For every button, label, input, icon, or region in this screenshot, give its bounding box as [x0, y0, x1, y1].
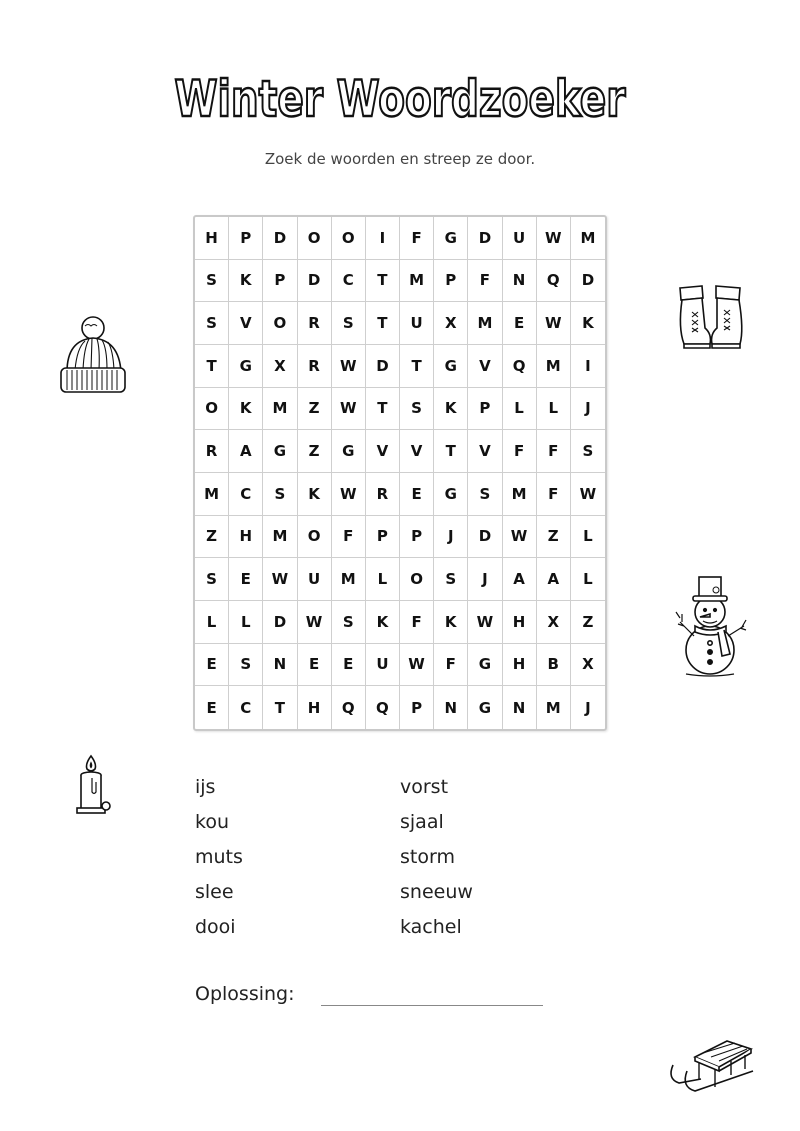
grid-cell[interactable]: H [298, 686, 332, 729]
grid-cell[interactable]: C [229, 473, 263, 516]
grid-cell[interactable]: N [263, 644, 297, 687]
word-item: ijs [195, 776, 216, 798]
grid-cell[interactable]: J [434, 516, 468, 559]
grid-cell[interactable]: G [434, 217, 468, 260]
grid-cell[interactable]: T [366, 388, 400, 431]
grid-cell[interactable]: W [400, 644, 434, 687]
grid-cell[interactable]: M [332, 558, 366, 601]
grid-cell[interactable]: E [229, 558, 263, 601]
grid-cell[interactable]: X [263, 345, 297, 388]
grid-cell[interactable]: P [468, 388, 502, 431]
grid-cell[interactable]: O [298, 217, 332, 260]
word-item: sjaal [400, 811, 444, 833]
instructions: Zoek de woorden en streep ze door. [264, 150, 536, 168]
grid-cell[interactable]: X [571, 644, 605, 687]
grid-cell[interactable]: T [366, 260, 400, 303]
word-item: dooi [195, 916, 236, 938]
grid-cell[interactable]: L [195, 601, 229, 644]
word-item: vorst [400, 776, 449, 798]
grid-cell[interactable]: Q [537, 260, 571, 303]
grid-cell[interactable]: N [503, 260, 537, 303]
grid-cell[interactable]: L [503, 388, 537, 431]
grid-cell[interactable]: S [571, 430, 605, 473]
grid-cell[interactable]: W [332, 345, 366, 388]
grid-cell[interactable]: E [332, 644, 366, 687]
grid-cell[interactable]: S [468, 473, 502, 516]
grid-cell[interactable]: H [195, 217, 229, 260]
grid-cell[interactable]: M [195, 473, 229, 516]
grid-cell[interactable]: E [195, 686, 229, 729]
grid-cell[interactable]: F [537, 430, 571, 473]
grid-cell[interactable]: W [332, 388, 366, 431]
beanie-hat-icon [55, 310, 130, 400]
grid-cell[interactable]: Q [332, 686, 366, 729]
grid-cell[interactable]: M [503, 473, 537, 516]
grid-cell[interactable]: F [332, 516, 366, 559]
grid-cell[interactable]: P [400, 686, 434, 729]
grid-cell[interactable]: Z [537, 516, 571, 559]
grid-cell[interactable]: F [434, 644, 468, 687]
solution-row [195, 983, 555, 1013]
word-item: storm [400, 846, 455, 868]
grid-cell[interactable]: S [400, 388, 434, 431]
grid-cell[interactable]: Z [298, 430, 332, 473]
grid-cell[interactable]: U [298, 558, 332, 601]
grid-cell[interactable]: X [537, 601, 571, 644]
grid-cell[interactable]: S [332, 302, 366, 345]
grid-cell[interactable]: I [366, 217, 400, 260]
grid-cell[interactable]: T [434, 430, 468, 473]
grid-cell[interactable]: P [229, 217, 263, 260]
grid-cell[interactable]: M [263, 388, 297, 431]
grid-cell[interactable]: S [195, 302, 229, 345]
grid-cell[interactable]: H [229, 516, 263, 559]
grid-cell[interactable]: L [571, 558, 605, 601]
grid-cell[interactable]: F [537, 473, 571, 516]
grid-cell[interactable]: K [366, 601, 400, 644]
grid-cell[interactable]: F [400, 217, 434, 260]
grid-cell[interactable]: O [298, 516, 332, 559]
grid-cell[interactable]: M [400, 260, 434, 303]
grid-cell[interactable]: T [195, 345, 229, 388]
grid-cell[interactable]: F [503, 430, 537, 473]
grid-cell[interactable]: R [366, 473, 400, 516]
grid-cell[interactable]: S [332, 601, 366, 644]
grid-cell[interactable]: O [195, 388, 229, 431]
grid-cell[interactable]: V [468, 345, 502, 388]
word-item: sneeuw [400, 881, 473, 903]
grid-cell[interactable]: H [503, 601, 537, 644]
grid-cell[interactable]: O [400, 558, 434, 601]
grid-cell[interactable]: S [229, 644, 263, 687]
grid-cell[interactable]: Q [366, 686, 400, 729]
grid-cell[interactable]: U [503, 217, 537, 260]
grid-cell[interactable]: D [468, 217, 502, 260]
grid-cell[interactable]: G [263, 430, 297, 473]
grid-cell[interactable]: K [229, 260, 263, 303]
grid-cell[interactable]: W [298, 601, 332, 644]
grid-cell[interactable]: M [468, 302, 502, 345]
grid-cell[interactable]: T [366, 302, 400, 345]
grid-cell[interactable]: D [468, 516, 502, 559]
word-search-grid [193, 215, 607, 731]
grid-cell[interactable]: R [195, 430, 229, 473]
grid-cell[interactable]: D [571, 260, 605, 303]
grid-cell[interactable]: G [434, 345, 468, 388]
grid-cell[interactable]: X [434, 302, 468, 345]
grid-cell[interactable]: W [263, 558, 297, 601]
grid-cell[interactable]: V [229, 302, 263, 345]
grid-cell[interactable]: J [571, 388, 605, 431]
grid-cell[interactable]: W [503, 516, 537, 559]
grid-cell[interactable]: T [400, 345, 434, 388]
grid-cell[interactable]: O [263, 302, 297, 345]
solution-label: Oplossing: [195, 983, 295, 1005]
grid-cell[interactable]: W [571, 473, 605, 516]
grid-cell[interactable]: U [400, 302, 434, 345]
grid-cell[interactable]: U [366, 644, 400, 687]
grid-cell[interactable]: N [503, 686, 537, 729]
sled-icon [665, 1035, 757, 1095]
grid-cell[interactable]: S [434, 558, 468, 601]
grid-cell[interactable]: D [263, 217, 297, 260]
grid-cell[interactable]: K [298, 473, 332, 516]
grid-cell[interactable]: F [468, 260, 502, 303]
grid-cell[interactable]: S [263, 473, 297, 516]
grid-cell[interactable]: T [263, 686, 297, 729]
word-item: slee [195, 881, 234, 903]
grid-cell[interactable]: Z [571, 601, 605, 644]
grid-cell[interactable]: M [571, 217, 605, 260]
grid-cell[interactable]: G [229, 345, 263, 388]
winter-boots-icon [672, 278, 752, 353]
grid-cell[interactable]: V [468, 430, 502, 473]
grid-cell[interactable]: L [571, 516, 605, 559]
grid-cell[interactable]: L [537, 388, 571, 431]
grid-cell[interactable]: K [434, 388, 468, 431]
grid-cell[interactable]: G [434, 473, 468, 516]
grid-cell[interactable]: Z [298, 388, 332, 431]
grid-cell[interactable]: F [400, 601, 434, 644]
grid-cell[interactable]: L [366, 558, 400, 601]
grid-cell[interactable]: M [263, 516, 297, 559]
grid-cell[interactable]: S [195, 558, 229, 601]
grid-cell[interactable]: E [298, 644, 332, 687]
grid-cell[interactable]: E [195, 644, 229, 687]
grid-cell[interactable]: J [585, 698, 591, 717]
page-title: Winter Woordzoeker [174, 70, 626, 128]
grid-cell[interactable]: P [434, 260, 468, 303]
grid-cell[interactable]: P [400, 516, 434, 559]
grid-cell[interactable]: A [537, 558, 571, 601]
solution-answer-line[interactable] [321, 1005, 543, 1006]
grid-cell[interactable]: V [400, 430, 434, 473]
word-item: muts [195, 846, 243, 868]
grid-cell[interactable]: I [571, 345, 605, 388]
grid-cell[interactable]: K [434, 601, 468, 644]
grid-cell[interactable]: P [366, 516, 400, 559]
grid-cell[interactable]: Z [195, 516, 229, 559]
grid-cell[interactable]: Q [503, 345, 537, 388]
grid-cell[interactable]: N [434, 686, 468, 729]
grid-cell[interactable]: M [537, 686, 571, 729]
snowman-icon [668, 572, 753, 680]
grid-cell[interactable]: D [263, 601, 297, 644]
word-list [195, 772, 595, 947]
word-item: kou [195, 811, 229, 833]
grid-cell[interactable]: R [298, 302, 332, 345]
grid-cell[interactable]: K [229, 388, 263, 431]
grid-cell[interactable]: G [468, 686, 502, 729]
grid-cell[interactable]: W [468, 601, 502, 644]
grid-cell[interactable]: R [298, 345, 332, 388]
grid-cell[interactable]: J [468, 558, 502, 601]
grid-cell[interactable]: P [263, 260, 297, 303]
grid-cell[interactable]: A [229, 430, 263, 473]
grid-cell[interactable]: K [571, 302, 605, 345]
grid-cell[interactable]: G [332, 430, 366, 473]
grid-cell[interactable]: H [503, 644, 537, 687]
grid-cell[interactable]: D [298, 260, 332, 303]
grid-cell[interactable]: D [366, 345, 400, 388]
grid-cell[interactable]: M [537, 345, 571, 388]
grid-cell[interactable]: W [332, 473, 366, 516]
grid-cell[interactable]: W [537, 302, 571, 345]
grid-cell[interactable]: W [537, 217, 571, 260]
grid-cell[interactable]: V [366, 430, 400, 473]
grid-cell[interactable]: C [229, 686, 263, 729]
candle-icon [74, 752, 114, 817]
grid-cell[interactable]: E [400, 473, 434, 516]
grid-cell[interactable]: E [503, 302, 537, 345]
grid-cell[interactable]: L [229, 601, 263, 644]
grid-cell[interactable]: G [468, 644, 502, 687]
grid-cell[interactable]: B [537, 644, 571, 687]
grid-cell[interactable]: S [195, 260, 229, 303]
grid-cell[interactable]: O [332, 217, 366, 260]
grid-cell[interactable]: C [332, 260, 366, 303]
word-item: kachel [400, 916, 462, 938]
grid-cell[interactable]: A [503, 558, 537, 601]
